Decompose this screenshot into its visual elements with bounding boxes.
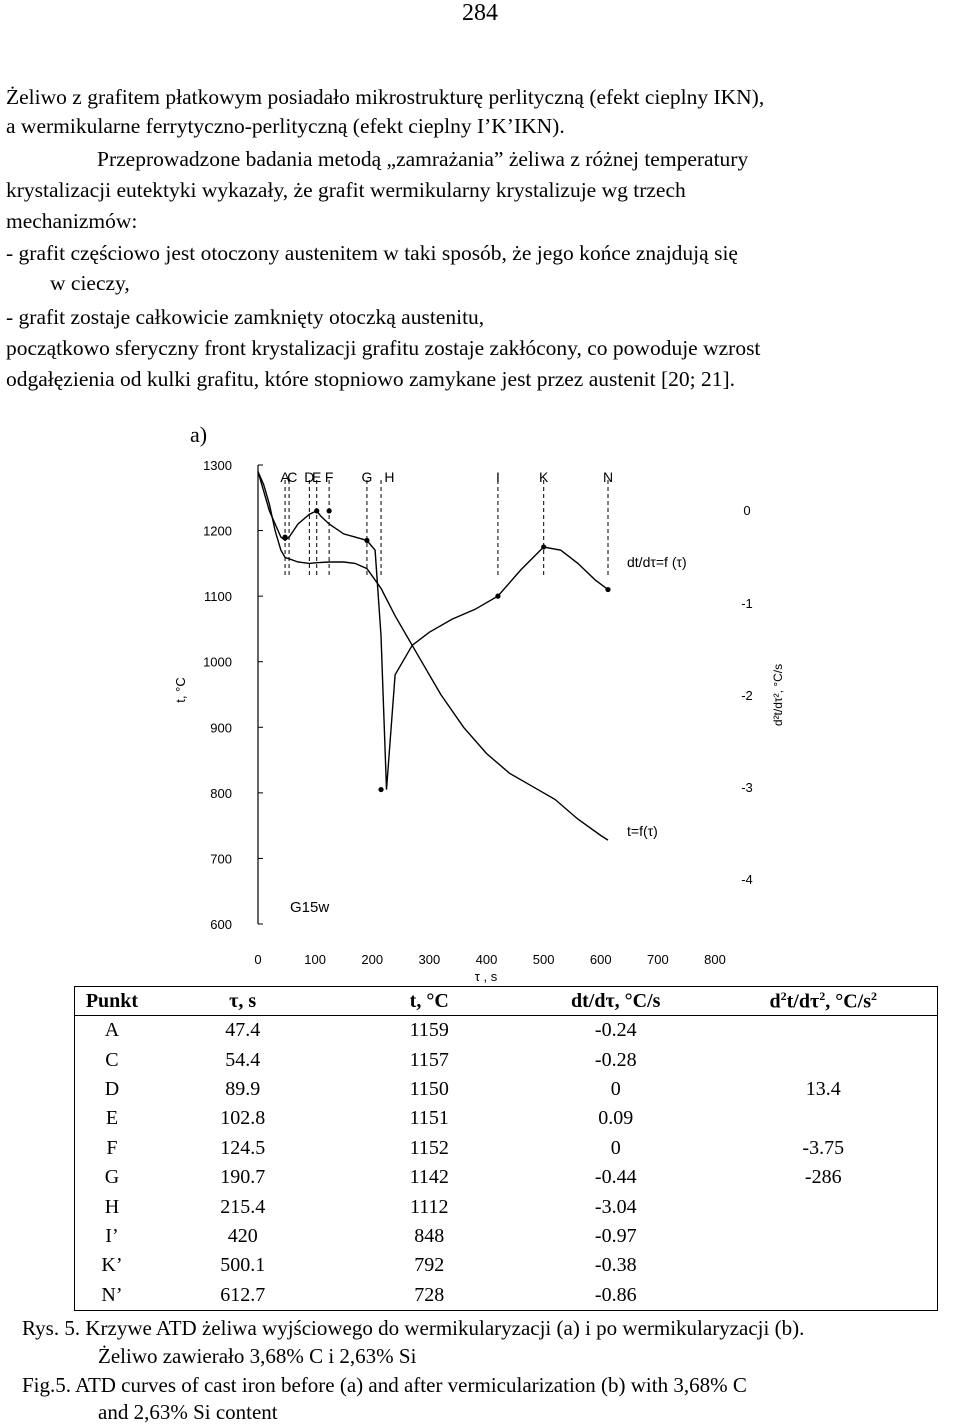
- table-cell: H: [104, 1195, 120, 1218]
- table-row: [75, 1016, 938, 1046]
- header-tau: τ, s: [149, 987, 337, 1016]
- table-cell: -0.86: [522, 1281, 710, 1311]
- table-cell: 47.4: [225, 1019, 261, 1042]
- table-cell: -0.38: [594, 1254, 637, 1277]
- table-cell: 1159: [409, 1019, 449, 1042]
- table-cell: [710, 1192, 938, 1221]
- chart-tick-labels: [203, 458, 753, 967]
- paragraph-1-line-1: Żeliwo z grafitem płatkowym posiadało mikrostrukturę perlityczną (efekt cieplny IKN),: [6, 85, 765, 109]
- paragraph-2-line-3: mechanizmów:: [6, 209, 138, 233]
- point-letter: N: [602, 469, 614, 485]
- table-row: [75, 1222, 938, 1251]
- table-cell: [710, 1222, 938, 1251]
- table-cell: [710, 1251, 938, 1280]
- chart-axes: [258, 465, 263, 924]
- sample-label: G15w: [290, 899, 330, 916]
- caption-pl-line-1: Rys. 5. Krzywe ATD żeliwa wyjściowego do wermikularyzacji (a) i po wermikularyzacji (b).: [22, 1316, 805, 1340]
- y-tick-label: 1300: [203, 458, 232, 473]
- table-cell: 124.5: [220, 1136, 266, 1159]
- table-cell: 1112: [409, 1195, 449, 1218]
- x-tick-label: 0: [254, 952, 262, 967]
- results-table: [74, 986, 938, 1311]
- table-cell: A: [104, 1019, 120, 1042]
- x-tick-label: 500: [532, 952, 555, 967]
- y-axis-label: t, °C: [173, 677, 188, 703]
- table-cell: 215.4: [220, 1195, 266, 1218]
- right-tick-label: -3: [741, 780, 753, 795]
- table-cell: [710, 1016, 938, 1046]
- point-letter: I: [495, 469, 500, 485]
- table-row: [75, 1134, 938, 1163]
- table-cell: -0.28: [594, 1048, 637, 1071]
- marked-point: [495, 594, 500, 599]
- right-tick-label: -1: [741, 596, 753, 611]
- table-cell: 420: [227, 1224, 258, 1247]
- x-tick-label: 700: [647, 952, 669, 967]
- table-cell: E: [105, 1107, 119, 1130]
- marked-point: [282, 535, 287, 540]
- chart-curves: [258, 472, 608, 840]
- table-cell: 0: [610, 1077, 621, 1100]
- table-cell: 1151: [409, 1107, 449, 1130]
- caption-pl-line-2: Żeliwo zawierało 3,68% C i 2,63% Si: [98, 1344, 417, 1368]
- table-row: [75, 1192, 938, 1221]
- table-cell: D: [104, 1077, 120, 1100]
- table-cell: 728: [336, 1281, 522, 1311]
- y-tick-label: 800: [210, 785, 232, 801]
- x-axis-label: τ , s: [474, 969, 498, 984]
- x-tick-label: 800: [704, 952, 726, 967]
- page-number: 284: [462, 0, 498, 26]
- point-letter: C: [287, 469, 298, 485]
- table-cell: 848: [414, 1224, 445, 1247]
- table-row: [75, 1163, 938, 1192]
- marked-point: [605, 587, 610, 592]
- derivative-curve: [258, 472, 608, 790]
- x-tick-label: 100: [304, 952, 326, 967]
- x-tick-label: 200: [361, 952, 384, 967]
- table-cell: 500.1: [220, 1254, 266, 1277]
- table-cell: 13.4: [805, 1077, 841, 1100]
- table-cell: 0.09: [598, 1107, 634, 1130]
- header-d2t: $d^2t/d\tau^2$, $^\circ C/s^2$: [710, 987, 938, 1016]
- atd-chart: [0, 450, 960, 990]
- paragraph-2-line-2: krystalizacji eutektyki wykazały, że grafit wermikularny krystalizuje wg trzech: [6, 178, 686, 202]
- temperature-curve-label: t=f(τ): [627, 823, 658, 839]
- table-cell: 1152: [409, 1136, 449, 1159]
- point-letter: G: [361, 469, 373, 485]
- table-row: [75, 1075, 938, 1104]
- table-row: [75, 1251, 938, 1280]
- table-cell: -0.97: [594, 1224, 637, 1247]
- table-cell: -286: [804, 1166, 842, 1189]
- y-tick-label: 600: [210, 917, 232, 932]
- header-t: t, °C: [336, 987, 522, 1016]
- paragraph-2-line-1: Przeprowadzone badania metodą „zamrażania” żeliwa z różnej temperatury: [97, 147, 749, 171]
- point-letter: A: [280, 469, 290, 485]
- x-tick-label: 600: [589, 952, 612, 967]
- table-cell: 54.4: [225, 1048, 261, 1071]
- table-cell: 102.8: [220, 1107, 266, 1130]
- table-cell: 0: [610, 1136, 621, 1159]
- table-cell: 1157: [409, 1048, 449, 1071]
- x-tick-label: 400: [475, 952, 498, 967]
- paragraph-3-line-2: odgałęzienia od kulki grafitu, które stopniowo zamykane jest przez austenit [20; 21].: [6, 367, 735, 391]
- right-tick-label: -4: [741, 872, 753, 887]
- table-cell: -0.24: [594, 1019, 637, 1042]
- paragraph-1-line-2: a wermikularne ferrytyczno-perlityczną (efekt cieplny I’K’IKN).: [6, 114, 565, 138]
- table-cell: N’: [75, 1281, 149, 1311]
- derivative-curve-label: dt/dτ=f (τ): [627, 554, 687, 570]
- marked-point: [541, 544, 546, 549]
- y-tick-label: 700: [210, 851, 232, 867]
- caption-en-line-1: Fig.5. ATD curves of cast iron before (a) and after vermicularization (b) with 3,68% C: [22, 1373, 747, 1397]
- y-tick-label: 1200: [203, 523, 232, 539]
- y-tick-label: 1000: [203, 654, 232, 670]
- table-cell: F: [106, 1136, 118, 1159]
- marked-point: [314, 508, 319, 513]
- marked-point: [364, 538, 369, 543]
- table-cell: C: [105, 1048, 119, 1071]
- table-cell: K’: [101, 1254, 123, 1277]
- table-row: [75, 1281, 938, 1311]
- table-header-row: [75, 987, 938, 1016]
- y-tick-label: 1100: [204, 589, 232, 605]
- chart-gridlines: [285, 480, 608, 578]
- temperature-curve: [258, 472, 608, 840]
- table-cell: I’: [105, 1224, 119, 1247]
- point-letter: E: [312, 469, 322, 485]
- bullet-1-line-1: - grafit częściowo jest otoczony austenitem w taki sposób, że jego końce znajdują się: [6, 241, 738, 265]
- header-punkt: Punkt: [75, 987, 149, 1016]
- table-cell: 612.7: [149, 1281, 337, 1311]
- marked-point: [378, 787, 383, 792]
- marked-point: [327, 508, 332, 513]
- point-letter: F: [324, 469, 334, 485]
- chart-labels: [173, 554, 785, 984]
- right-tick-label: -2: [741, 688, 753, 703]
- table-cell: -3.04: [594, 1195, 637, 1218]
- bullet-2-line-1: - grafit zostaje całkowicie zamknięty otoczką austenitu,: [6, 305, 485, 329]
- table-cell: -0.44: [594, 1166, 637, 1189]
- table-cell: G: [104, 1166, 120, 1189]
- table-cell: 1142: [409, 1166, 449, 1189]
- point-letter: H: [384, 469, 395, 485]
- caption-en-line-2: and 2,63% Si content: [98, 1400, 278, 1424]
- table-cell: [710, 1104, 938, 1133]
- table-cell: [710, 1281, 938, 1311]
- table-cell: 1150: [409, 1077, 449, 1100]
- point-letter: D: [304, 469, 315, 485]
- y-tick-label: 900: [210, 720, 232, 736]
- table-row: [75, 1104, 938, 1133]
- bullet-1-line-2: w cieczy,: [50, 271, 130, 295]
- table-row: [75, 1045, 938, 1074]
- chart-point-letters: [280, 469, 613, 485]
- table-cell: 190.7: [220, 1166, 266, 1189]
- table-cell: 89.9: [225, 1077, 261, 1100]
- point-letter: K: [539, 469, 549, 485]
- right-axis-label: d²t/dτ², °C/s: [771, 663, 785, 727]
- table-cell: [710, 1045, 938, 1074]
- figure-label: a): [190, 422, 208, 447]
- paragraph-3-line-1: początkowo sferyczny front krystalizacji grafitu zostaje zakłócony, co powoduje wzrost: [6, 336, 761, 360]
- table-cell: -3.75: [802, 1136, 845, 1159]
- table-cell: 792: [414, 1254, 445, 1277]
- right-tick-label: 0: [743, 503, 751, 518]
- header-dt: dt/dτ, °C/s: [522, 987, 710, 1016]
- x-tick-label: 300: [418, 952, 441, 967]
